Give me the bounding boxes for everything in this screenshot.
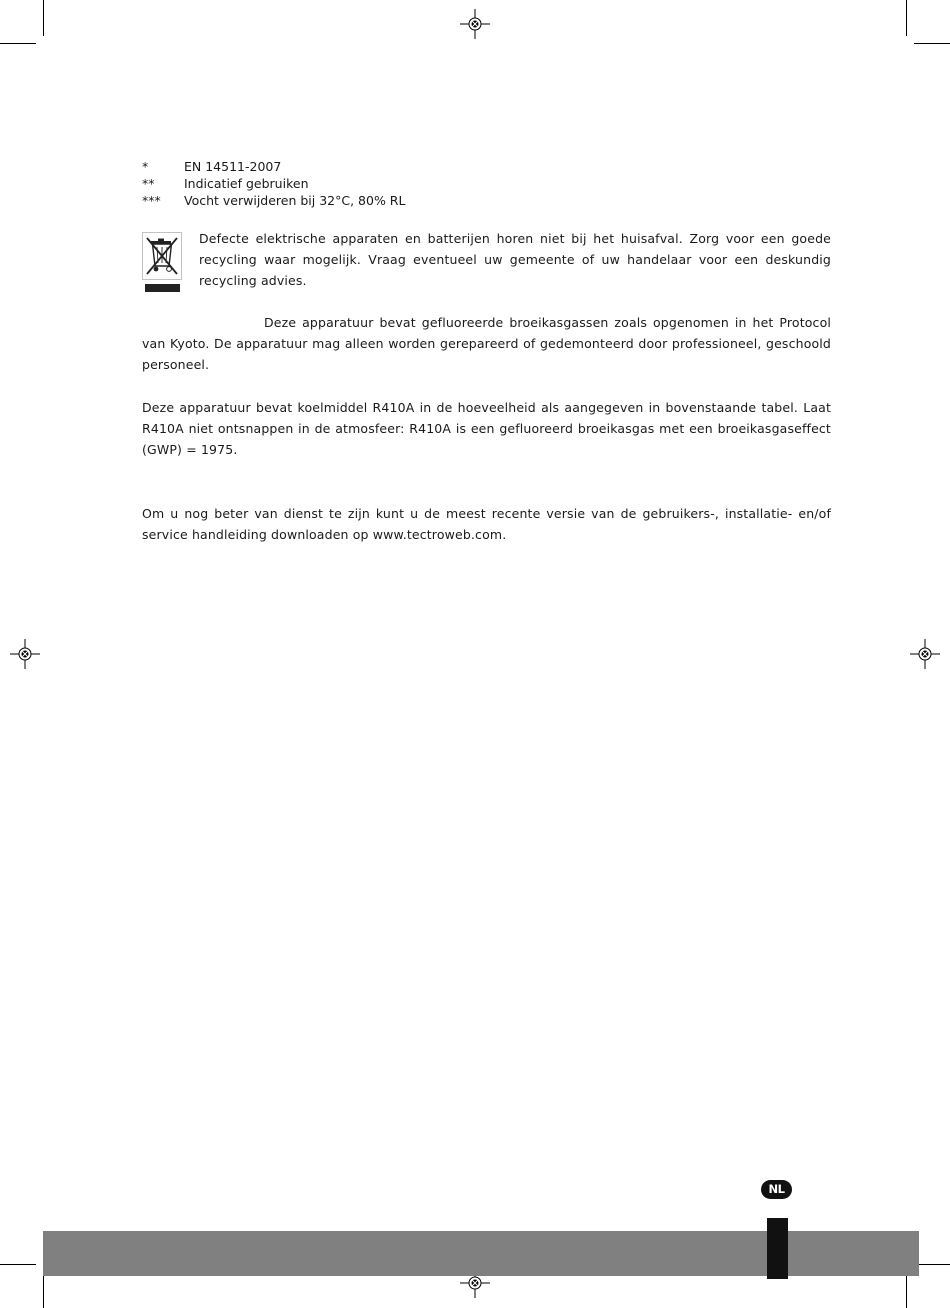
footnote-mark: *** bbox=[142, 193, 161, 208]
language-badge: NL bbox=[761, 1180, 792, 1199]
footnote-mark: * bbox=[142, 159, 149, 174]
crop-mark bbox=[43, 1272, 44, 1308]
footnote-row bbox=[142, 158, 405, 175]
registration-mark-left bbox=[10, 639, 40, 669]
footer-tab-marker bbox=[767, 1218, 788, 1279]
crop-mark bbox=[914, 43, 950, 44]
crossed-out-wheelie-bin-icon bbox=[142, 232, 182, 294]
refrigerant-notice: Deze apparatuur bevat koelmiddel R410A in de hoeveelheid als aangegeven in bovenstaande tabel. Laat R410A niet ontsnappen in de atmosfeer: R410A is een gefluoreerd broeikasgas met een broeikasgaseffect (GWP) = 1975. bbox=[142, 400, 831, 457]
footnote-text: Vocht verwijderen bij 32°C, 80% RL bbox=[184, 193, 406, 208]
registration-mark-top bbox=[460, 9, 490, 39]
footnote-row bbox=[142, 175, 405, 192]
footnotes bbox=[142, 158, 405, 209]
footnote-row bbox=[142, 192, 405, 209]
crop-mark bbox=[0, 43, 36, 44]
crop-mark bbox=[0, 1264, 36, 1265]
footnote-text: EN 14511-2007 bbox=[184, 159, 282, 174]
crop-mark bbox=[43, 0, 44, 36]
crop-mark bbox=[906, 0, 907, 36]
crop-mark bbox=[906, 1272, 907, 1308]
registration-mark-right bbox=[910, 639, 940, 669]
fluorinated-gas-notice: Deze apparatuur bevat gefluoreerde broeikasgassen zoals opgenomen in het Protocol van Kyoto. De apparatuur mag alleen worden gerepareerd of gedemonteerd door professioneel, geschoold personeel. bbox=[142, 315, 831, 372]
footnote-text: Indicatief gebruiken bbox=[184, 176, 309, 191]
download-notice: Om u nog beter van dienst te zijn kunt u de meest recente versie van de gebruikers-, installatie- en/of service handleiding downloaden op www.tectroweb.com. bbox=[142, 506, 831, 542]
weee-disposal-text: Defecte elektrische apparaten en batterijen horen niet bij het huisafval. Zorg voor een goede recycling waar mogelijk. Vraag eventueel uw gemeente of uw handelaar voor een deskundig recycling advies. bbox=[199, 231, 831, 288]
crop-mark bbox=[914, 1264, 950, 1265]
footnote-mark: ** bbox=[142, 176, 155, 191]
